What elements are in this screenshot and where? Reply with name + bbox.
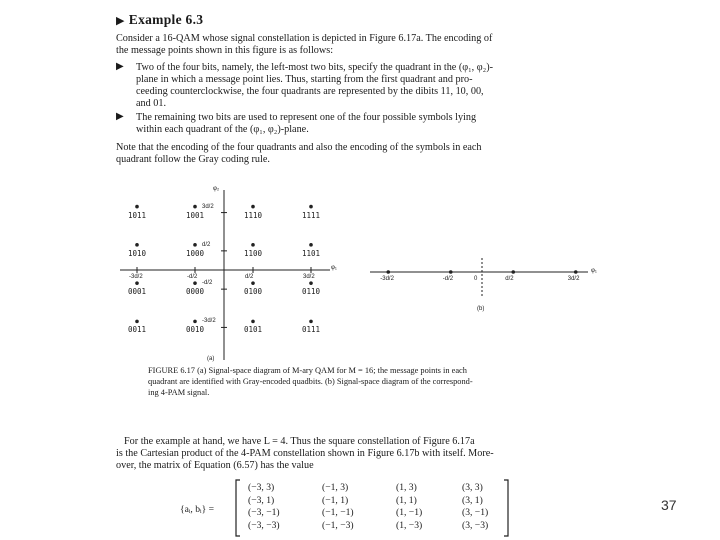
fig-a-x-tick-label: -3d/2 (129, 274, 143, 280)
fig-a-y-tick-label: -d/2 (202, 280, 213, 287)
constellation-point-label: 1101 (302, 248, 321, 258)
pam-point (511, 270, 515, 274)
matrix-right-bracket (504, 480, 508, 536)
matrix-cell: (1, 3) (396, 482, 417, 493)
constellation-point-label: 1111 (302, 210, 321, 220)
constellation-point-label: 0110 (302, 287, 321, 297)
constellation-point (309, 281, 313, 285)
bullet-arrow-icon: ▶ (116, 111, 124, 122)
fig-b-tick-label: -d/2 (442, 276, 454, 282)
matrix-cell: (3, −3) (462, 519, 489, 531)
matrix-cell: (3, −1) (462, 507, 489, 518)
matrix-cell: (−1, 1) (322, 494, 349, 506)
fig-a-y-tick-label: -3d/2 (202, 318, 216, 325)
constellation-point (193, 243, 197, 247)
fig-b-sublabel: (b) (477, 306, 485, 312)
note-line-1: Note that the encoding of the four quadrants and also the encoding of the symbols in each (116, 142, 482, 153)
lower-line-2: is the Cartesian product of the 4-PAM constellation shown in Figure 6.17b with itself. More- (116, 448, 494, 459)
matrix-cell: (−3, 3) (248, 482, 275, 493)
fig-a-y-axis-label: φ₂ (213, 186, 220, 192)
constellation-point-label: 1010 (128, 248, 147, 258)
constellation-point-label: 1110 (244, 210, 263, 220)
fig-a-x-tick-label: d/2 (245, 274, 254, 280)
bullet1-line-2: plane in which a message point lies. Thus, starting from the first quadrant and pro- (136, 74, 473, 85)
constellation-point-label: 0111 (302, 325, 321, 335)
caption-line-2: quadrant are identified with Gray-encoded quadbits. (b) Signal-space diagram of the correspond- (148, 377, 473, 386)
constellation-point (135, 281, 139, 285)
matrix-cell: (−1, −3) (322, 519, 354, 531)
intro-line-2: the message points shown in this figure is as follows: (116, 45, 334, 56)
page-number: 37 (661, 497, 677, 513)
constellation-point (193, 205, 197, 209)
constellation-point (193, 281, 197, 285)
constellation-point-label: 1100 (244, 248, 263, 258)
bullet2-line-2: within each quadrant of the (φ₁, φ₂)-plane. (136, 124, 309, 135)
fig-a-y-tick-label: d/2 (202, 241, 211, 248)
fig-b-tick-label: 3d/2 (567, 276, 580, 282)
fig-a-x-axis-label: φ₁ (331, 265, 337, 271)
constellation-point-label: 1000 (186, 248, 205, 258)
matrix-lhs: {aᵢ, bᵢ} = (180, 504, 215, 515)
bullet2-line-1: The remaining two bits are used to represent one of the four possible symbols lying (136, 112, 477, 123)
lower-line-1: For the example at hand, we have L = 4. Thus the square constellation of Figure 6.17a (124, 436, 475, 447)
constellation-point (251, 205, 255, 209)
constellation-point-label: 0001 (128, 287, 147, 297)
fig-b-tick-label: 0 (474, 276, 478, 282)
matrix-left-bracket (236, 480, 240, 536)
matrix-cell: (1, −1) (396, 507, 423, 518)
fig-a-y-tick-label: 3d/2 (202, 203, 214, 210)
constellation-point-label: 0100 (244, 287, 263, 297)
constellation-point-label: 0000 (186, 287, 205, 297)
constellation-point (135, 243, 139, 247)
fig-b-tick-label: d/2 (505, 276, 514, 282)
constellation-point (135, 320, 139, 324)
lower-line-3: over, the matrix of Equation (6.57) has the value (116, 460, 314, 471)
constellation-point (251, 243, 255, 247)
pam-point (574, 270, 578, 274)
example-label: Example 6.3 (128, 12, 204, 27)
note-line-2: quadrant follow the Gray coding rule. (116, 154, 270, 165)
heading-arrow-icon: ▶ (116, 15, 125, 27)
matrix-cell: (−3, −1) (248, 507, 280, 518)
constellation-point (251, 281, 255, 285)
constellation-point-label: 0101 (244, 325, 263, 335)
fig-a-x-tick-label: 3d/2 (303, 274, 315, 280)
matrix-cell: (−1, 3) (322, 482, 349, 493)
bullet1-line-3: ceeding counterclockwise, the four quadrants are represented by the dibits 11, 10, 00, (136, 86, 484, 97)
constellation-point-label: 0011 (128, 325, 147, 335)
fig-b-axis-label: φ₁ (591, 268, 597, 274)
pam-point (449, 270, 453, 274)
constellation-point (193, 320, 197, 324)
matrix-cell: (3, 1) (462, 494, 483, 506)
constellation-point (309, 320, 313, 324)
example-heading (116, 12, 203, 28)
constellation-point (135, 205, 139, 209)
constellation-point-label: 1011 (128, 210, 147, 220)
caption-line-3: ing 4-PAM signal. (148, 388, 210, 397)
fig-a-sublabel: (a) (207, 356, 215, 362)
bullet1-line-4: and 01. (136, 98, 166, 109)
fig-a-x-tick-label: -d/2 (187, 274, 198, 280)
bullet1-line-1: Two of the four bits, namely, the left-most two bits, specify the quadrant in the (φ₁, φ₂)- (136, 62, 493, 73)
matrix-cell: (3, 3) (462, 482, 483, 493)
constellation-point (309, 205, 313, 209)
matrix-cell: (−3, −3) (248, 519, 280, 531)
pam-point (386, 270, 390, 274)
intro-line-1: Consider a 16-QAM whose signal constellation is depicted in Figure 6.17a. The encoding of (116, 33, 493, 44)
matrix-cell: (−3, 1) (248, 494, 275, 506)
constellation-point-label: 1001 (186, 210, 205, 220)
matrix-cell: (1, 1) (396, 494, 417, 506)
constellation-point (309, 243, 313, 247)
matrix-cell: (−1, −1) (322, 507, 354, 518)
constellation-point-label: 0010 (186, 325, 205, 335)
caption-line-1: FIGURE 6.17 (a) Signal-space diagram of M-ary QAM for M = 16; the message points in each (148, 366, 467, 375)
constellation-point (251, 320, 255, 324)
fig-b-tick-label: -3d/2 (380, 276, 394, 282)
figure-b-pam (370, 258, 595, 308)
matrix-cell: (1, −3) (396, 519, 423, 531)
bullet-arrow-icon: ▶ (116, 61, 124, 72)
